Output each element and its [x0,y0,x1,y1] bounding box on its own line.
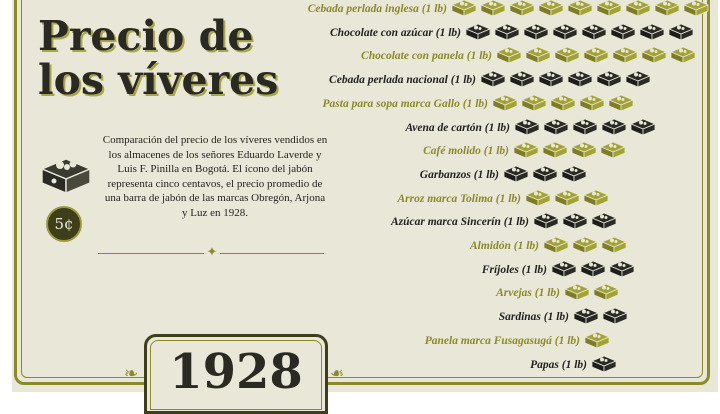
soap-bar-icon [670,46,696,68]
soap-bar-icon [572,236,598,258]
soap-bar-icon [494,23,520,45]
row-label: Panela marca Fusagasugá (1 lb) [424,334,580,347]
soap-bar-icon [564,283,590,305]
soap-bar-icon [492,94,518,116]
soap-bar-icon [532,165,558,187]
soap-bar-icon [600,141,626,163]
soap-bar-icon [538,70,564,92]
soap-bar-icon [561,165,587,187]
soap-bar-icon [608,94,634,116]
soap-bar-icon [480,0,506,21]
page-title [38,14,278,102]
soap-bar-icon [496,46,522,68]
soap-bar-icon [573,307,599,329]
soap-bar-icon [580,260,606,282]
soap-bar-icon [503,165,529,187]
soap-bar-icon [609,260,635,282]
soap-bar-icon [465,23,491,45]
soap-bar-icon [641,46,667,68]
soap-bar-icon [625,70,651,92]
soap-bar-icon [480,70,506,92]
soap-bar-icon [509,0,535,21]
soap-bar-icon [602,307,628,329]
soap-bar-icon [552,23,578,45]
divider-ornament-icon: ✦ [204,246,220,260]
soap-bar-icon [584,331,610,353]
soap-bar-icon [562,212,588,234]
row-label: Arvejas (1 lb) [496,287,560,300]
row-label: Café molido (1 lb) [423,145,509,158]
soap-bar-icon [571,141,597,163]
soap-bar-icon [583,46,609,68]
row-label: Cebada perlada nacional (1 lb) [329,74,476,87]
soap-bar-icon [591,355,617,377]
five-cent-coin: 5¢ [46,206,82,242]
soap-bar-icon [513,141,539,163]
soap-bar-icon [591,212,617,234]
right-flourish-icon: ❧ [330,364,345,384]
row-label: Azúcar marca Sincerín (1 lb) [390,216,529,229]
row-label: Papas (1 lb) [530,358,587,371]
soap-bar-icon [683,0,709,21]
soap-bar-icon [625,0,651,21]
left-flourish-icon: ❧ [124,364,139,384]
soap-bar-icon [538,0,564,21]
soap-bar-icon [596,0,622,21]
row-label: Chocolate con panela (1 lb) [361,50,492,63]
soap-bar-icon [612,46,638,68]
row-label: Avena de cartón (1 lb) [405,121,510,134]
soap-bar-icon [521,94,547,116]
soap-bar-icon [572,118,598,140]
title-line-2: los víveres [38,56,279,104]
soap-bar-icon [639,23,665,45]
soap-bar-icon [593,283,619,305]
soap-bar-icon [610,23,636,45]
row-label: Chocolate con azúcar (1 lb) [330,26,461,39]
soap-bar-icon [567,0,593,21]
soap-bar-icon [542,141,568,163]
soap-bar-icon [543,118,569,140]
soap-bar-icon [525,189,551,211]
soap-bar-icon [581,23,607,45]
soap-bar-icon [551,260,577,282]
soap-bar-icon [630,118,656,140]
soap-legend-icon [40,155,92,195]
soap-bar-icon [554,189,580,211]
soap-bar-icon [567,70,593,92]
soap-bar-icon [533,212,559,234]
soap-bar-icon [596,70,622,92]
row-label: Cebada perlada inglesa (1 lb) [307,3,447,15]
row-label: Arroz marca Tolima (1 lb) [397,192,521,205]
soap-bar-icon [601,236,627,258]
soap-bar-icon [601,118,627,140]
soap-bar-icon [451,0,477,21]
soap-bar-icon [523,23,549,45]
soap-bar-icon [583,189,609,211]
row-label: Almidón (1 lb) [469,240,539,252]
soap-bar-icon [579,94,605,116]
soap-bar-icon [554,46,580,68]
soap-bar-icon [543,236,569,258]
row-label: Sardinas (1 lb) [498,311,569,324]
year-label: 1928 [169,344,303,400]
row-label: Garbanzos (1 lb) [419,168,499,181]
row-label: Pasta para sopa marca Gallo (1 lb) [322,97,488,110]
soap-bar-icon [668,23,694,45]
title-line-1: Precio de [38,12,254,60]
description: Comparación del precio de los víveres vendidos en los almacenes de los señores Eduardo Laverde y Luis F. Pinilla en Bogotá. El ícono del jabón representa cinco centavos, el precio promedio de una barra de jabón de las marcas Obregón, Arjona y Luz en 1928. [102,134,328,219]
soap-bar-icon [525,46,551,68]
soap-bar-icon [550,94,576,116]
row-label: Fríjoles (1 lb) [481,263,547,276]
soap-bar-icon [654,0,680,21]
soap-bar-icon [514,118,540,140]
soap-bar-icon [509,70,535,92]
